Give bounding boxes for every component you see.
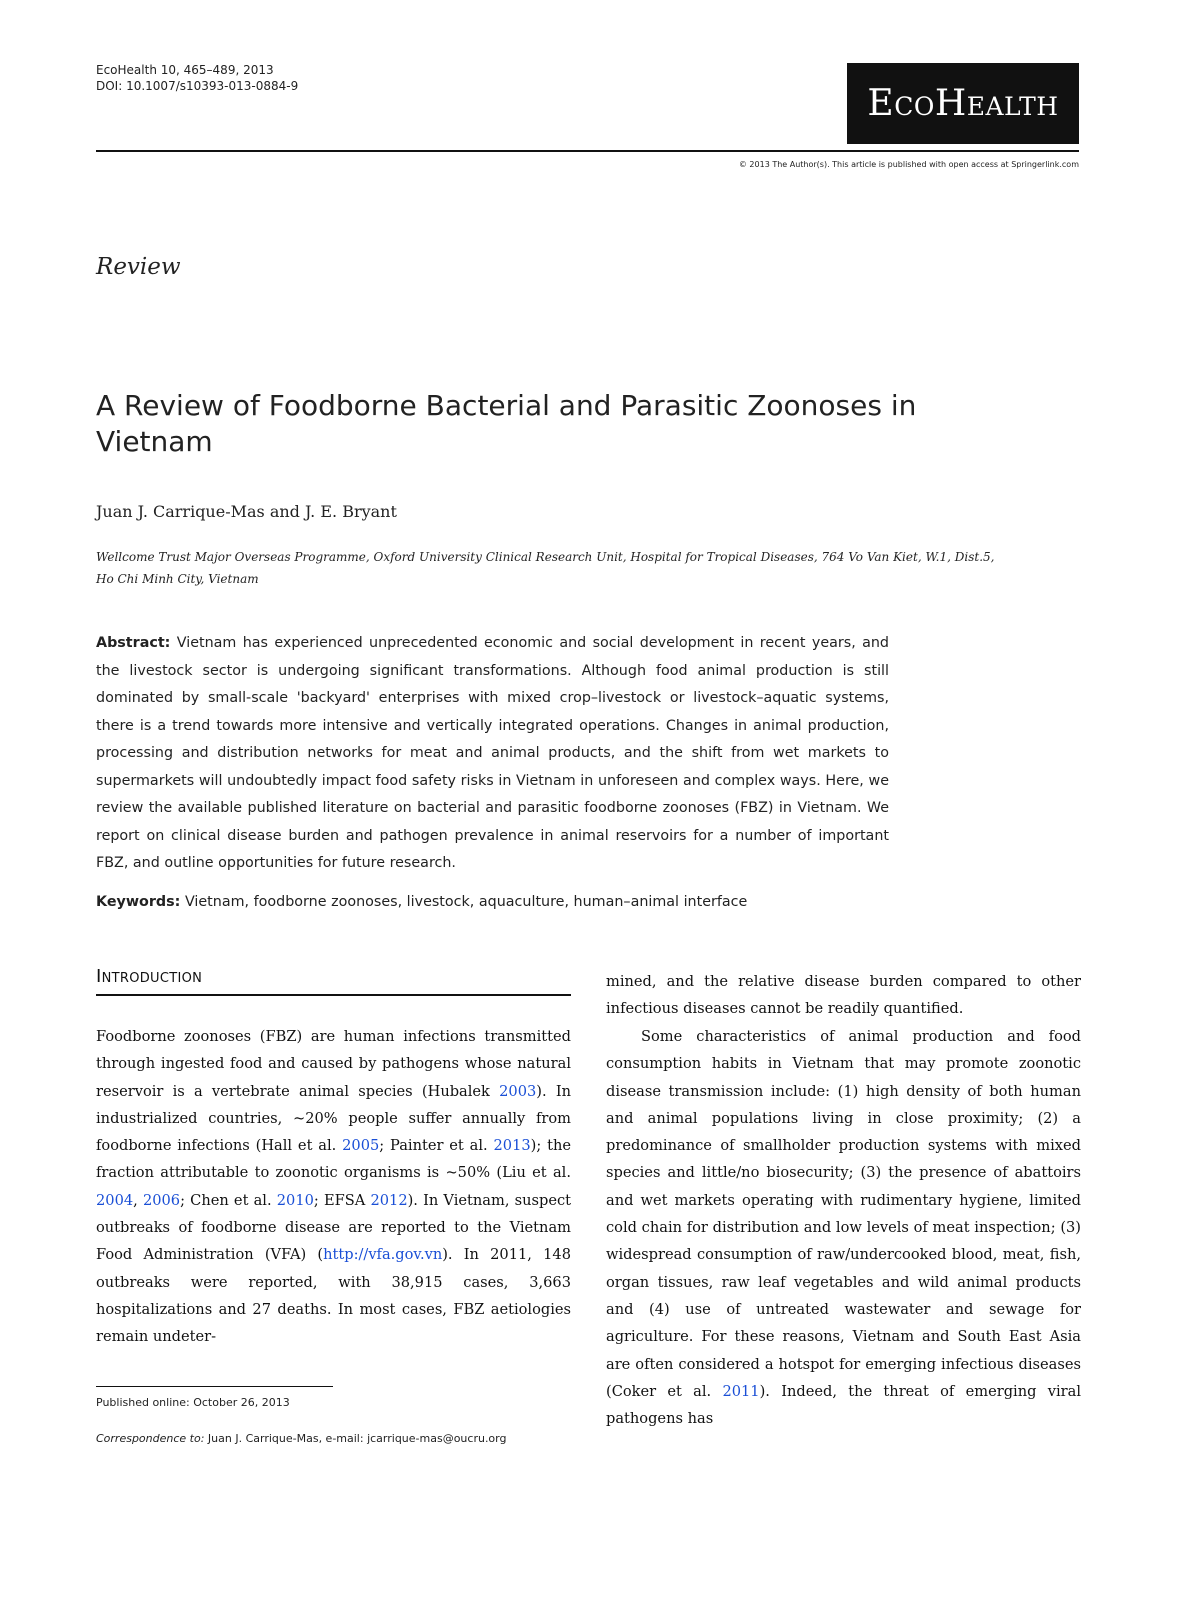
citation-link[interactable]: 2003	[499, 1082, 537, 1100]
text-run: ,	[133, 1191, 143, 1209]
journal-logo	[847, 63, 1079, 144]
citation-link[interactable]: 2012	[370, 1191, 408, 1209]
section-divider	[96, 994, 571, 996]
article-type: Review	[96, 254, 181, 280]
affiliation	[96, 546, 1056, 590]
citation-link[interactable]: 2013	[493, 1137, 531, 1155]
intro-paragraph-2	[606, 1023, 1081, 1432]
journal-info	[96, 62, 298, 94]
text-run: Foodborne zoonoses (FBZ) are human infections transmitted through ingested food and caused by pathogens whose natural reservoir is a vertebrate animal species (Hubalek	[96, 1028, 571, 1100]
intro-paragraph-1-continued: mined, and the relative disease burden compared to other infectious diseases cannot be readily quantified.	[606, 973, 1081, 1018]
text-run: ). In 2011, 148 outbreaks were reported, with 38,915 cases, 3,663 hospitalizations and 27 deaths. In most cases, FBZ aetiologies remain undeter-	[96, 1246, 571, 1346]
abstract-label: Abstract:	[96, 635, 171, 651]
citation-link[interactable]: 2004	[96, 1191, 134, 1209]
text-run: ; EFSA	[313, 1191, 371, 1209]
citation-link[interactable]: 2010	[276, 1191, 314, 1209]
vfa-url-link[interactable]: http://vfa.gov.vn	[323, 1246, 443, 1264]
text-run: ). In Vietnam, suspect outbreaks of foodborne disease are reported to the Vietnam Food Administration (VFA) (	[96, 1191, 572, 1264]
article-title: A Review of Foodborne Bacterial and Parasitic Zoonoses in Vietnam	[96, 389, 917, 458]
keywords-label: Keywords:	[96, 894, 181, 910]
keywords-text: Vietnam, foodborne zoonoses, livestock, aquaculture, human–animal interface	[184, 894, 748, 910]
intro-paragraph-1	[96, 1023, 571, 1351]
header-divider	[96, 150, 1079, 152]
text-run: ; Chen et al.	[180, 1191, 277, 1209]
author-list: Juan J. Carrique-Mas and J. E. Bryant	[96, 502, 397, 521]
correspondence-text: Juan J. Carrique-Mas, e-mail: jcarrique-mas@oucru.org	[204, 1432, 507, 1445]
text-run: ); the fraction attributable to zoonotic organisms is ~50% (Liu et al.	[96, 1137, 571, 1182]
abstract	[96, 630, 889, 878]
text-run: ). In industrialized countries, ~20% people suffer annually from foodborne infections (Hall et al.	[96, 1082, 572, 1155]
correspondence	[96, 1432, 506, 1445]
copyright-notice: © 2013 The Author(s). This article is published with open access at Springerlink.com	[738, 160, 1079, 169]
abstract-text: Vietnam has experienced unprecedented economic and social development in recent years, and the livestock sector is undergoing significant transformations. Although food animal production is still dominated by small-scale 'backyard' enterprises with mixed crop–livestock or livestock–aquatic systems, there is a trend towards more intensive and vertically integrated operations. Changes in animal production, processing and distribution networks for meat and animal products, and the shift from wet markets to supermarkets will undoubtedly impact food safety risks in Vietnam in unforeseen and complex ways. Here, we review the available published literature on bacterial and parasitic foodborne zoonoses (FBZ) in Vietnam. We report on clinical disease burden and pathogen prevalence in animal reservoirs for a number of important FBZ, and outline opportunities for future research.	[96, 635, 890, 871]
affiliation-line-2: Ho Chi Minh City, Vietnam	[96, 572, 259, 586]
published-date: Published online: October 26, 2013	[96, 1396, 290, 1409]
citation-link[interactable]: 2011	[722, 1382, 760, 1400]
footnote-divider	[96, 1386, 333, 1387]
text-run: ). Indeed, the threat of emerging viral pathogens has	[606, 1382, 1081, 1428]
citation-link[interactable]: 2006	[142, 1191, 181, 1209]
keywords	[96, 894, 747, 910]
affiliation-line-1: Wellcome Trust Major Overseas Programme, Oxford University Clinical Research Unit, Hospital for Tropical Diseases, 764 Vo Van Kiet, W.1, Dist.5,	[96, 550, 995, 564]
journal-logo-text: EcoHealth	[867, 83, 1059, 124]
citation-link[interactable]: 2005	[342, 1137, 380, 1155]
doi: DOI: 10.1007/s10393-013-0884-9	[96, 79, 299, 93]
journal-citation: EcoHealth 10, 465–489, 2013	[96, 63, 274, 77]
section-heading-introduction: Introduction	[96, 966, 203, 987]
correspondence-label: Correspondence to:	[96, 1432, 205, 1445]
text-run: Some characteristics of animal production and food consumption habits in Vietnam that may promote zoonotic disease transmission include: (1) high density of both human and animal populations living in close proximity; (2) a predominance of smallholder production systems with mixed species and little/no biosecurity; (3) the presence of abattoirs and wet markets operating with rudimentary hygiene, limited cold chain for distribution and low levels of meat inspection; (3) widespread consumption of raw/undercooked blood, meat, fish, organ tissues, raw leaf vegetables and wild animal products and (4) use of untreated wastewater and sewage for agriculture. For these reasons, Vietnam and South East Asia are often considered a hotspot for emerging infectious diseases (Coker et al.	[606, 1028, 1081, 1400]
text-run: ; Painter et al.	[379, 1137, 494, 1155]
